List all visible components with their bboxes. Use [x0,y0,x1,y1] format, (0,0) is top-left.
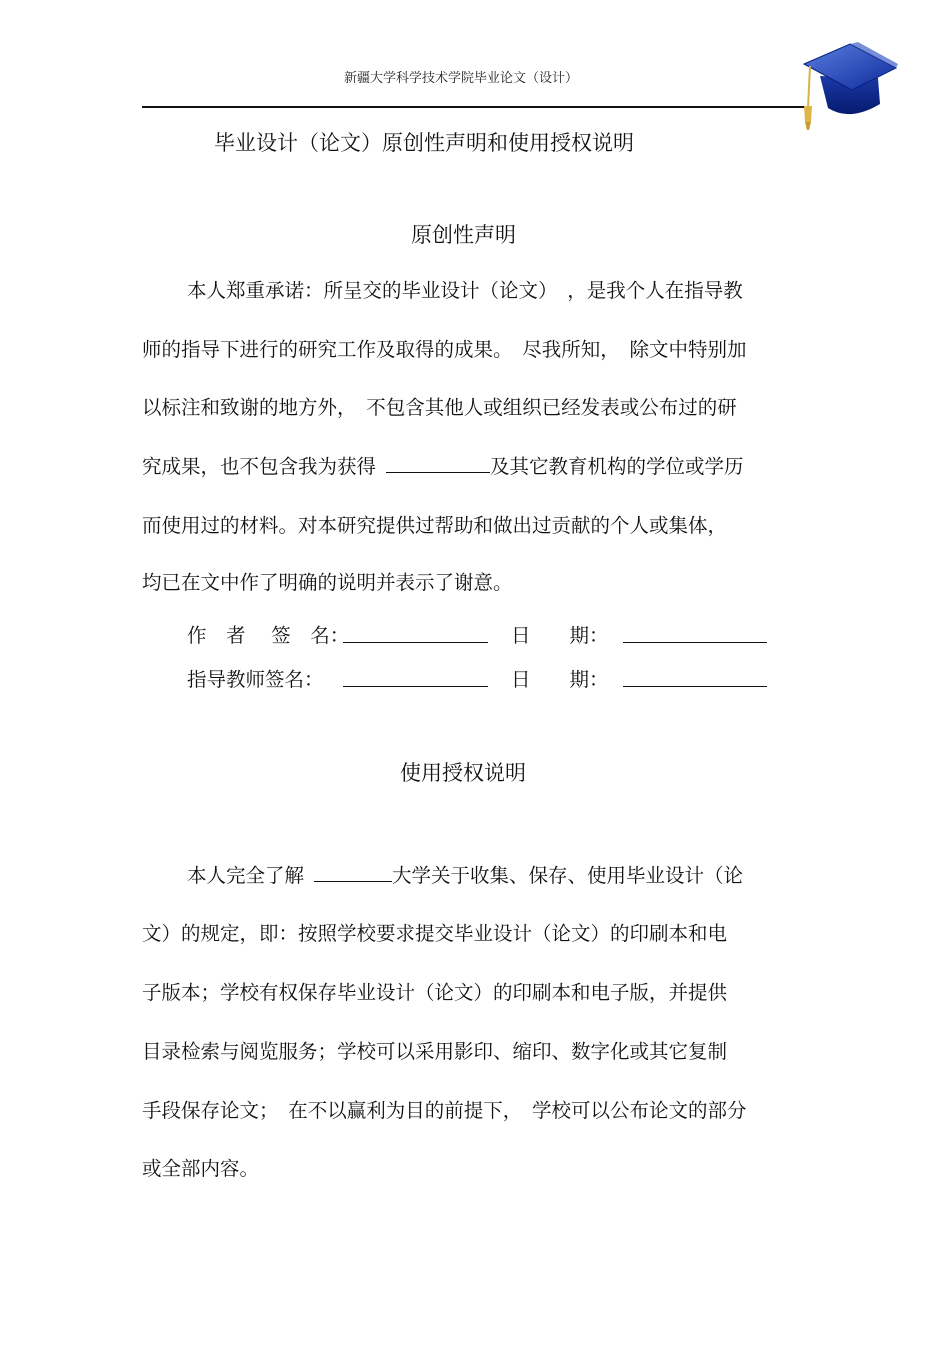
advisor-signature-field[interactable] [343,666,488,687]
authorization-line-3: 子版本；学校有权保存毕业设计（论文）的印刷本和电子版，并提供 [142,981,728,1004]
header-rule [142,106,807,108]
advisor-signature-label: 指导教师签名： [187,668,324,691]
authorization-line-1-end: 大学关于收集、保存、使用毕业设计（论 [392,864,744,887]
originality-line-5: 而使用过的材料。对本研究提供过帮助和做出过贡献的个人或集体， [142,514,728,537]
authorization-line-1-start: 本人完全了解 [187,864,305,887]
authorization-line-5: 手段保存论文； 在不以赢利为目的前提下， 学校可以公布论文的部分 [142,1099,747,1122]
advisor-date-label: 日 期： [511,668,609,691]
authorization-line-4: 目录检索与阅览服务；学校可以采用影印、缩印、数字化或其它复制 [142,1040,728,1063]
university-blank-field[interactable] [314,861,392,882]
authorization-line-6: 或全部内容。 [142,1157,260,1180]
graduation-cap-icon [798,38,904,134]
originality-heading: 原创性声明 [411,223,516,247]
author-date-label: 日 期： [511,624,609,647]
originality-line-2: 师的指导下进行的研究工作及取得的成果。 尽我所知， 除文中特别加 [142,338,747,361]
authorization-heading: 使用授权说明 [400,761,526,785]
originality-line-4-end: 及其它教育机构的学位或学历 [490,455,744,478]
authorization-line-2: 文）的规定，即：按照学校要求提交毕业设计（论文）的印刷本和电 [142,922,728,945]
degree-blank-field[interactable] [386,452,490,473]
advisor-date-field[interactable] [623,666,767,687]
document-title: 毕业设计（论文）原创性声明和使用授权说明 [214,131,634,155]
author-date-field[interactable] [623,622,767,643]
originality-line-1: 本人郑重承诺：所呈交的毕业设计（论文） ，是我个人在指导教 [187,279,743,302]
originality-line-3: 以标注和致谢的地方外， 不包含其他人或组织已经发表或公布过的研 [142,396,737,419]
author-signature-label: 作 者 签 名： [187,624,350,647]
authorization-line-1 [187,860,743,888]
originality-line-4-start: 究成果，也不包含我为获得 [142,455,377,478]
author-signature-field[interactable] [343,622,488,643]
originality-line-4 [142,451,744,479]
running-header: 新疆大学科学技术学院毕业论文（设计） [344,71,579,86]
originality-line-6: 均已在文中作了明确的说明并表示了谢意。 [142,571,513,594]
